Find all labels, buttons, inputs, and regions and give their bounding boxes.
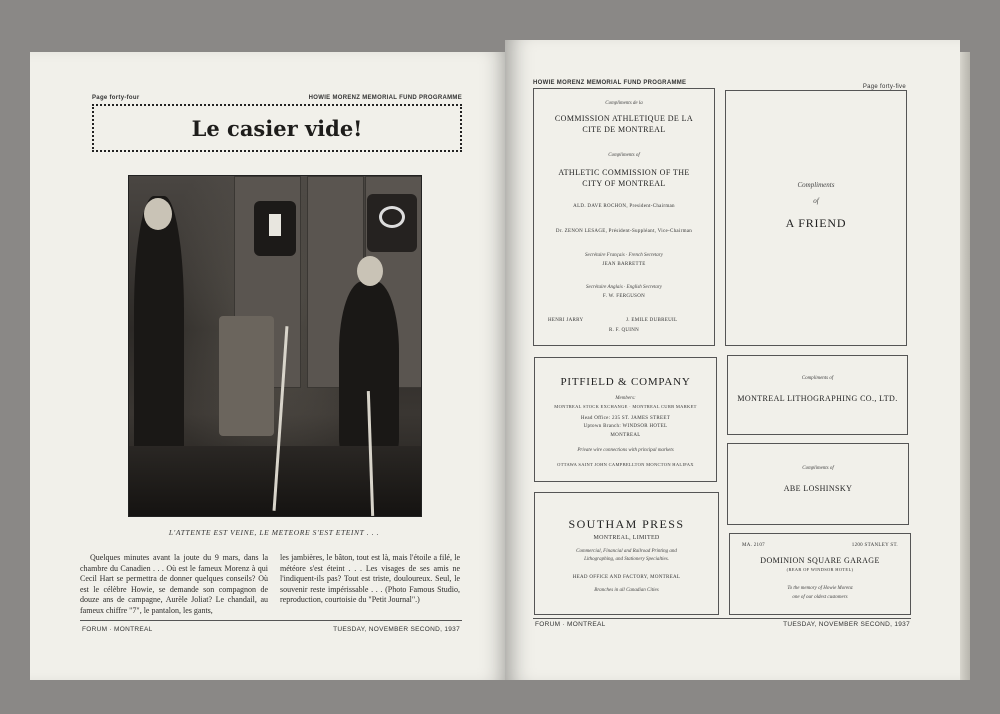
left-footer-venue: FORUM · MONTREAL [82, 626, 153, 633]
ad-southam-press [534, 492, 719, 615]
ad-litho-name: MONTREAL LITHOGRAPHING CO., LTD. [737, 394, 898, 403]
ad-loshinsky-name: ABE LOSHINSKY [783, 484, 853, 493]
ad-pitfield-city: MONTREAL [610, 433, 641, 438]
locker-room-photo [128, 175, 422, 517]
ad-commission-compl-fr: Compliments de la [605, 101, 643, 106]
ad-garage-memory-2: one of our oldest customers [792, 595, 848, 600]
body-column-2: les jambières, le bâton, tout est là, mais l'étoile a filé, le météore s'est éteint . . . Les visages de ses amis ne l'indiquent-ils pas? Tout est triste, douloureux. Seul, le souvenir reste impérissable . . . (Photo Famous Studio, reproduction, courtoisie du "Petit Journal".) [280, 553, 460, 604]
left-footer-date: TUESDAY, NOVEMBER SECOND, 1937 [333, 626, 460, 633]
ad-commission-vice: Dr. ZENON LESAGE, Président-Suppléant, Vice-Chairman [555, 229, 693, 234]
ad-pitfield-head-office: Head Office: 235 ST. JAMES STREET [580, 416, 671, 421]
ad-commission-secen-name: F. W. FERGUSON [602, 294, 646, 299]
ad-loshinsky-compl: Compliments of [802, 466, 834, 471]
ad-a-friend [725, 90, 907, 346]
right-footer-rule [533, 618, 911, 619]
ad-pitfield [534, 357, 717, 482]
ad-garage-memory-1: To the memory of Howie Morenz [787, 586, 853, 591]
ad-commission-secen-label: Secrétaire Anglais · English Secretary [585, 285, 663, 290]
ad-pitfield-exchanges: MONTREAL STOCK EXCHANGE · MONTREAL CURB MARKET [554, 404, 697, 409]
ad-garage-phone: MA. 2107 [742, 543, 765, 548]
ad-garage-name: DOMINION SQUARE GARAGE [760, 556, 880, 565]
left-running-head: HOWIE MORENZ MEMORIAL FUND PROGRAMME [308, 95, 462, 101]
ad-friend-compl: Compliments [797, 181, 835, 189]
ad-commission-member-3: R. F. QUINN [608, 328, 640, 333]
ad-dominion-square-garage [729, 533, 911, 615]
ad-pitfield-cities: OTTAWA SAINT JOHN CAMPBELLTON MONCTON HALIFAX [557, 462, 694, 467]
body-column-1: Quelques minutes avant la joute du 9 mars, dans la chambre du Canadien . . . Où est le fameux Morenz à qui Cecil Hart se permettra de donner quelques conseils? Où est le célèbre Howie, se demande son compagnon de douze ans de campagne, Aurèle Joliat? Le chandail, au fameux chiffre "7", le pantalon, les gants, [80, 553, 268, 615]
title-box [92, 104, 462, 152]
ad-southam-sub: MONTREAL, LIMITED [593, 535, 660, 541]
ad-commission-name-en: ATHLETIC COMMISSION OF THE CITY OF MONTREAL [558, 168, 690, 188]
photo-caption: L'ATTENTE EST VEINE, LE METEORE S'EST ETEINT . . . [168, 528, 380, 537]
left-footer-rule [80, 620, 462, 621]
ad-commission-member-2: J. EMILE DUBREUIL [626, 318, 678, 323]
ad-friend-name: A FRIEND [785, 216, 847, 230]
ad-commission-chair: ALD. DAVE ROCHON, President-Chairman [573, 204, 675, 209]
ad-commission-member-1: HENRI JARRY [548, 318, 584, 323]
ad-commission-secfr-label: Secrétaire Français · French Secretary [585, 253, 663, 258]
ad-montreal-lithographing [727, 355, 908, 435]
ad-commission-secfr-name: JEAN BARRETTE [602, 262, 646, 267]
ad-southam-branches: Branches in all Canadian Cities [594, 588, 659, 593]
ad-pitfield-members: Members: [615, 396, 636, 401]
right-footer-venue: FORUM · MONTREAL [535, 621, 606, 628]
ad-pitfield-name: PITFIELD & COMPANY [560, 376, 691, 388]
ad-southam-desc-1: Commercial, Financial and Railroad Printing and [576, 549, 677, 554]
ad-commission-compl-en: Compliments of [608, 153, 640, 158]
ad-garage-address: 1200 STANLEY ST. [851, 543, 898, 548]
ad-pitfield-uptown: Uptown Branch: WINDSOR HOTEL [583, 424, 668, 429]
right-page-label: Page forty-five [862, 84, 906, 90]
ad-commission-name-fr: COMMISSION ATHLETIQUE DE LA CITE DE MONTREAL [554, 114, 694, 134]
left-page-label: Page forty-four [92, 95, 140, 101]
right-running-head: HOWIE MORENZ MEMORIAL FUND PROGRAMME [533, 80, 687, 86]
ad-athletic-commission [533, 88, 715, 346]
ad-friend-of: of [813, 197, 819, 205]
right-footer-date: TUESDAY, NOVEMBER SECOND, 1937 [783, 621, 910, 628]
page-title: Le casier vide! [191, 115, 363, 141]
ad-southam-office: HEAD OFFICE AND FACTORY, MONTREAL [572, 575, 681, 580]
ad-southam-desc-2: Lithographing, and Stationery Specialties. [584, 557, 669, 562]
ad-abe-loshinsky [727, 443, 909, 525]
ad-pitfield-private: Private wire connections with principal markets [577, 448, 674, 453]
ad-garage-sub: (REAR OF WINDSOR HOTEL) [786, 567, 854, 572]
ad-southam-name: SOUTHAM PRESS [568, 517, 685, 531]
ad-litho-compl: Compliments of [801, 376, 834, 381]
